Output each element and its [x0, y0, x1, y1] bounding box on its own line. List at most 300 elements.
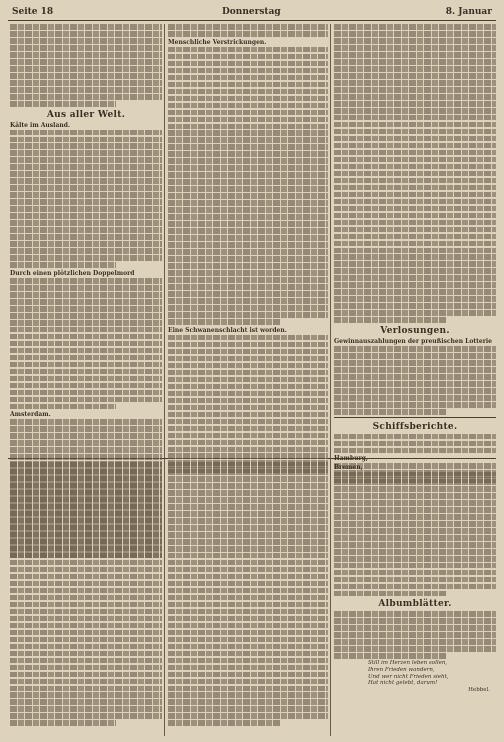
text-line — [10, 137, 162, 143]
text-line — [334, 367, 496, 373]
poem-line: Ihren Frieden wandern, — [368, 666, 435, 673]
text-line — [334, 73, 496, 79]
text-line — [334, 591, 447, 597]
text-line — [168, 476, 328, 482]
column-1 — [10, 24, 162, 456]
text-line — [334, 486, 496, 492]
text-line — [10, 672, 162, 678]
text-line — [334, 275, 496, 281]
text-line — [10, 80, 162, 86]
section-title: Albumblätter. — [378, 599, 452, 610]
text-line — [168, 440, 328, 446]
text-line — [10, 94, 162, 100]
text-line — [168, 68, 328, 74]
text-line — [168, 61, 328, 67]
text-line — [334, 234, 496, 240]
text-line — [10, 101, 116, 107]
text-line — [10, 595, 162, 601]
text-line — [168, 665, 328, 671]
text-line — [10, 419, 162, 425]
text-line — [168, 391, 328, 397]
article-title: Durch einen plötzlichen Doppelmord — [10, 269, 135, 277]
text-line — [10, 178, 162, 184]
text-line — [10, 539, 162, 545]
text-line — [168, 82, 328, 88]
text-line — [10, 440, 162, 446]
text-line — [10, 665, 162, 671]
text-line — [168, 483, 328, 489]
text-line — [10, 462, 162, 468]
article-title: Gewinnauszahlungen der preußischen Lotterie — [334, 338, 493, 346]
text-line — [10, 476, 162, 482]
text-line — [10, 623, 162, 629]
text-line — [168, 144, 328, 150]
text-line — [10, 262, 116, 268]
text-line — [10, 299, 162, 305]
text-line — [168, 151, 328, 157]
text-line — [10, 192, 162, 198]
text-line — [10, 38, 162, 44]
text-line — [168, 623, 328, 629]
text-line — [168, 567, 328, 573]
text-line — [10, 454, 162, 460]
text-line — [10, 164, 162, 170]
text-line — [334, 346, 496, 352]
text-line — [168, 720, 280, 726]
text-line — [334, 472, 496, 478]
text-line — [334, 500, 496, 506]
text-line — [334, 66, 496, 72]
text-line — [168, 179, 328, 185]
article-title: Eine Schwanenschlacht ist worden. — [168, 326, 287, 334]
text-line — [168, 221, 328, 227]
section-title: Aus aller Welt. — [46, 109, 126, 120]
text-line — [168, 490, 328, 496]
text-line — [334, 150, 496, 156]
text-line — [10, 376, 162, 382]
page-header — [8, 6, 496, 21]
text-line — [168, 469, 328, 475]
text-line — [334, 303, 496, 309]
column-rule — [330, 24, 331, 736]
text-line — [334, 374, 496, 380]
text-line — [334, 353, 496, 359]
text-line — [168, 412, 328, 418]
text-line — [10, 511, 162, 517]
text-line — [168, 75, 328, 81]
text-line — [334, 584, 496, 590]
text-line — [10, 686, 162, 692]
text-line — [10, 426, 162, 432]
text-line — [10, 679, 162, 685]
text-line — [168, 193, 328, 199]
text-line — [334, 122, 496, 128]
text-line — [334, 80, 496, 86]
column-rule — [164, 24, 165, 736]
text-line — [10, 241, 162, 247]
section-title: Verlosungen. — [380, 326, 450, 337]
text-line — [334, 646, 496, 652]
text-line — [168, 706, 328, 712]
column-2-lower — [168, 462, 328, 736]
text-line — [334, 129, 496, 135]
text-line — [168, 186, 328, 192]
text-line — [334, 101, 496, 107]
text-line — [334, 24, 496, 30]
text-line — [334, 268, 496, 274]
text-line — [168, 686, 328, 692]
text-line — [168, 616, 328, 622]
text-line — [10, 171, 162, 177]
text-line — [168, 644, 328, 650]
text-line — [168, 349, 328, 355]
text-line — [10, 483, 162, 489]
article-title: Menschliche Verstrickungen. — [168, 38, 267, 46]
text-line — [10, 31, 162, 37]
text-line — [10, 390, 162, 396]
text-line — [10, 658, 162, 664]
text-line — [10, 644, 162, 650]
poem-line: Und wer nicht Frieden sieht, — [368, 673, 449, 680]
text-line — [168, 504, 328, 510]
text-line — [10, 285, 162, 291]
poem-line: Still im Herzen leben sollen, — [368, 660, 448, 667]
text-line — [10, 157, 162, 163]
text-line — [10, 185, 162, 191]
text-line — [168, 200, 328, 206]
text-line — [10, 45, 162, 51]
text-line — [168, 291, 328, 297]
text-line — [168, 137, 328, 143]
text-line — [10, 313, 162, 319]
text-line — [334, 206, 496, 212]
column-3-lower — [334, 462, 496, 736]
text-line — [334, 570, 496, 576]
text-line — [168, 256, 328, 262]
text-line — [168, 124, 328, 130]
text-line — [334, 549, 496, 555]
text-line — [10, 255, 162, 261]
text-line — [168, 518, 328, 524]
text-line — [334, 59, 496, 65]
text-line — [334, 625, 496, 631]
text-line — [334, 507, 496, 513]
text-line — [10, 651, 162, 657]
text-line — [10, 469, 162, 475]
text-line — [168, 356, 328, 362]
text-line — [168, 377, 328, 383]
text-line — [10, 73, 162, 79]
text-line — [334, 52, 496, 58]
text-line — [168, 117, 328, 123]
text-line — [334, 381, 496, 387]
text-line — [334, 542, 496, 548]
text-line — [10, 609, 162, 615]
text-line — [334, 254, 496, 260]
text-line — [10, 220, 162, 226]
text-line — [168, 130, 328, 136]
text-line — [168, 581, 328, 587]
text-line — [168, 235, 328, 241]
text-line — [334, 94, 496, 100]
text-line — [168, 165, 328, 171]
text-line — [10, 327, 162, 333]
text-line — [334, 577, 496, 583]
text-line — [10, 497, 162, 503]
text-line — [10, 320, 162, 326]
text-line — [10, 630, 162, 636]
text-line — [10, 334, 162, 340]
text-line — [334, 441, 496, 447]
text-line — [334, 563, 496, 569]
text-line — [10, 692, 162, 698]
poem-line: Hat nicht gelebt, darum! — [368, 680, 438, 687]
text-line — [10, 397, 162, 403]
text-line — [10, 278, 162, 284]
text-line — [168, 312, 328, 318]
text-line — [168, 672, 328, 678]
text-line — [334, 38, 496, 44]
text-line — [168, 462, 328, 468]
text-line — [10, 66, 162, 72]
text-line — [334, 199, 496, 205]
text-line — [10, 199, 162, 205]
text-line — [168, 96, 328, 102]
text-line — [334, 310, 496, 316]
text-line — [10, 447, 162, 453]
text-line — [10, 588, 162, 594]
text-line — [168, 305, 328, 311]
text-line — [168, 539, 328, 545]
text-line — [334, 388, 496, 394]
text-line — [168, 532, 328, 538]
text-line — [334, 185, 496, 191]
text-line — [10, 404, 116, 410]
text-line — [168, 595, 328, 601]
text-line — [334, 618, 496, 624]
text-line — [168, 263, 328, 269]
text-line — [168, 110, 328, 116]
text-line — [10, 150, 162, 156]
text-line — [10, 234, 162, 240]
text-line — [10, 546, 162, 552]
text-line — [168, 588, 328, 594]
text-line — [334, 556, 496, 562]
text-line — [334, 282, 496, 288]
text-line — [168, 370, 328, 376]
text-line — [334, 479, 496, 485]
text-line — [334, 171, 496, 177]
text-line — [168, 342, 328, 348]
poem — [334, 660, 496, 686]
text-line — [10, 24, 162, 30]
text-line — [168, 298, 328, 304]
text-line — [334, 87, 496, 93]
text-line — [334, 192, 496, 198]
text-line — [10, 518, 162, 524]
text-line — [10, 560, 162, 566]
column-3 — [334, 24, 496, 463]
text-line — [168, 679, 328, 685]
text-line — [168, 574, 328, 580]
text-line — [168, 249, 328, 255]
text-line — [10, 59, 162, 65]
text-line — [334, 402, 496, 408]
text-line — [334, 164, 496, 170]
text-line — [334, 45, 496, 51]
text-line — [168, 335, 328, 341]
text-line — [10, 369, 162, 375]
text-line — [168, 284, 328, 290]
text-line — [334, 360, 496, 366]
text-line — [168, 242, 328, 248]
text-line — [10, 306, 162, 312]
text-line — [10, 130, 162, 136]
text-line — [10, 362, 162, 368]
text-line — [168, 158, 328, 164]
text-line — [10, 348, 162, 354]
text-line — [334, 639, 496, 645]
text-line — [10, 532, 162, 538]
page-label: Seite 18 — [12, 7, 54, 17]
text-line — [10, 52, 162, 58]
text-line — [334, 653, 447, 659]
text-line — [168, 713, 328, 719]
text-line — [168, 560, 328, 566]
text-line — [10, 248, 162, 254]
text-line — [168, 214, 328, 220]
text-line — [10, 504, 162, 510]
text-line — [334, 317, 447, 323]
text-line — [168, 630, 328, 636]
text-line — [10, 213, 162, 219]
text-line — [10, 699, 162, 705]
text-line — [334, 248, 496, 254]
text-line — [10, 490, 162, 496]
text-line — [168, 228, 328, 234]
text-line — [334, 521, 496, 527]
text-line — [334, 528, 496, 534]
text-line — [334, 395, 496, 401]
text-line — [168, 426, 328, 432]
text-line — [10, 355, 162, 361]
text-line — [10, 553, 162, 559]
text-line — [168, 447, 328, 453]
text-line — [334, 434, 496, 440]
text-line — [168, 24, 328, 30]
text-line — [10, 574, 162, 580]
text-line — [168, 553, 328, 559]
text-line — [10, 567, 162, 573]
text-line — [168, 511, 328, 517]
text-line — [334, 157, 496, 163]
text-line — [10, 227, 162, 233]
signature: Hebbel. — [468, 686, 490, 693]
text-line — [168, 453, 328, 459]
text-line — [10, 637, 162, 643]
text-line — [10, 713, 162, 719]
text-line — [334, 296, 496, 302]
text-line — [168, 419, 328, 425]
column-2 — [168, 24, 328, 456]
text-line — [168, 405, 328, 411]
issue-date: 8. Januar — [445, 7, 492, 17]
text-line — [168, 651, 328, 657]
text-line — [168, 277, 328, 283]
text-line — [168, 497, 328, 503]
text-line — [168, 54, 328, 60]
text-line — [10, 383, 162, 389]
text-line — [334, 409, 447, 415]
article-title: Kälte im Ausland. — [10, 121, 70, 129]
text-line — [168, 433, 328, 439]
text-line — [10, 581, 162, 587]
text-line — [168, 363, 328, 369]
place-name: Bremen, — [334, 464, 363, 471]
text-line — [168, 31, 328, 37]
text-line — [10, 87, 162, 93]
text-line — [10, 143, 162, 149]
text-line — [168, 103, 328, 109]
text-line — [10, 292, 162, 298]
text-line — [168, 602, 328, 608]
text-line — [334, 632, 496, 638]
article-title: Amsterdam. — [10, 411, 51, 419]
masthead: Donnerstag — [222, 7, 281, 17]
text-line — [10, 706, 162, 712]
text-line — [168, 637, 328, 643]
text-line — [168, 699, 328, 705]
text-line — [334, 108, 496, 114]
text-line — [10, 433, 162, 439]
text-line — [168, 609, 328, 615]
text-line — [334, 289, 496, 295]
text-line — [168, 207, 328, 213]
text-line — [10, 720, 116, 726]
text-line — [168, 398, 328, 404]
place-name: Hamburg, — [334, 455, 368, 463]
text-line — [334, 227, 496, 233]
text-line — [334, 115, 496, 121]
text-line — [334, 514, 496, 520]
text-line — [334, 448, 496, 454]
text-line — [168, 270, 328, 276]
text-line — [334, 611, 496, 617]
text-line — [168, 546, 328, 552]
column-1-lower — [10, 462, 162, 736]
text-line — [10, 525, 162, 531]
text-line — [334, 136, 496, 142]
text-line — [10, 616, 162, 622]
text-line — [168, 47, 328, 53]
text-line — [334, 31, 496, 37]
text-line — [168, 319, 280, 325]
section-title: Schiffsberichte. — [372, 421, 458, 432]
text-line — [334, 261, 496, 267]
text-line — [168, 172, 328, 178]
text-line — [334, 241, 496, 247]
text-line — [168, 89, 328, 95]
text-line — [334, 143, 496, 149]
text-line — [168, 384, 328, 390]
text-line — [334, 220, 496, 226]
text-line — [10, 602, 162, 608]
text-line — [334, 535, 496, 541]
text-line — [334, 213, 496, 219]
text-line — [168, 658, 328, 664]
text-line — [10, 341, 162, 347]
text-line — [334, 493, 496, 499]
